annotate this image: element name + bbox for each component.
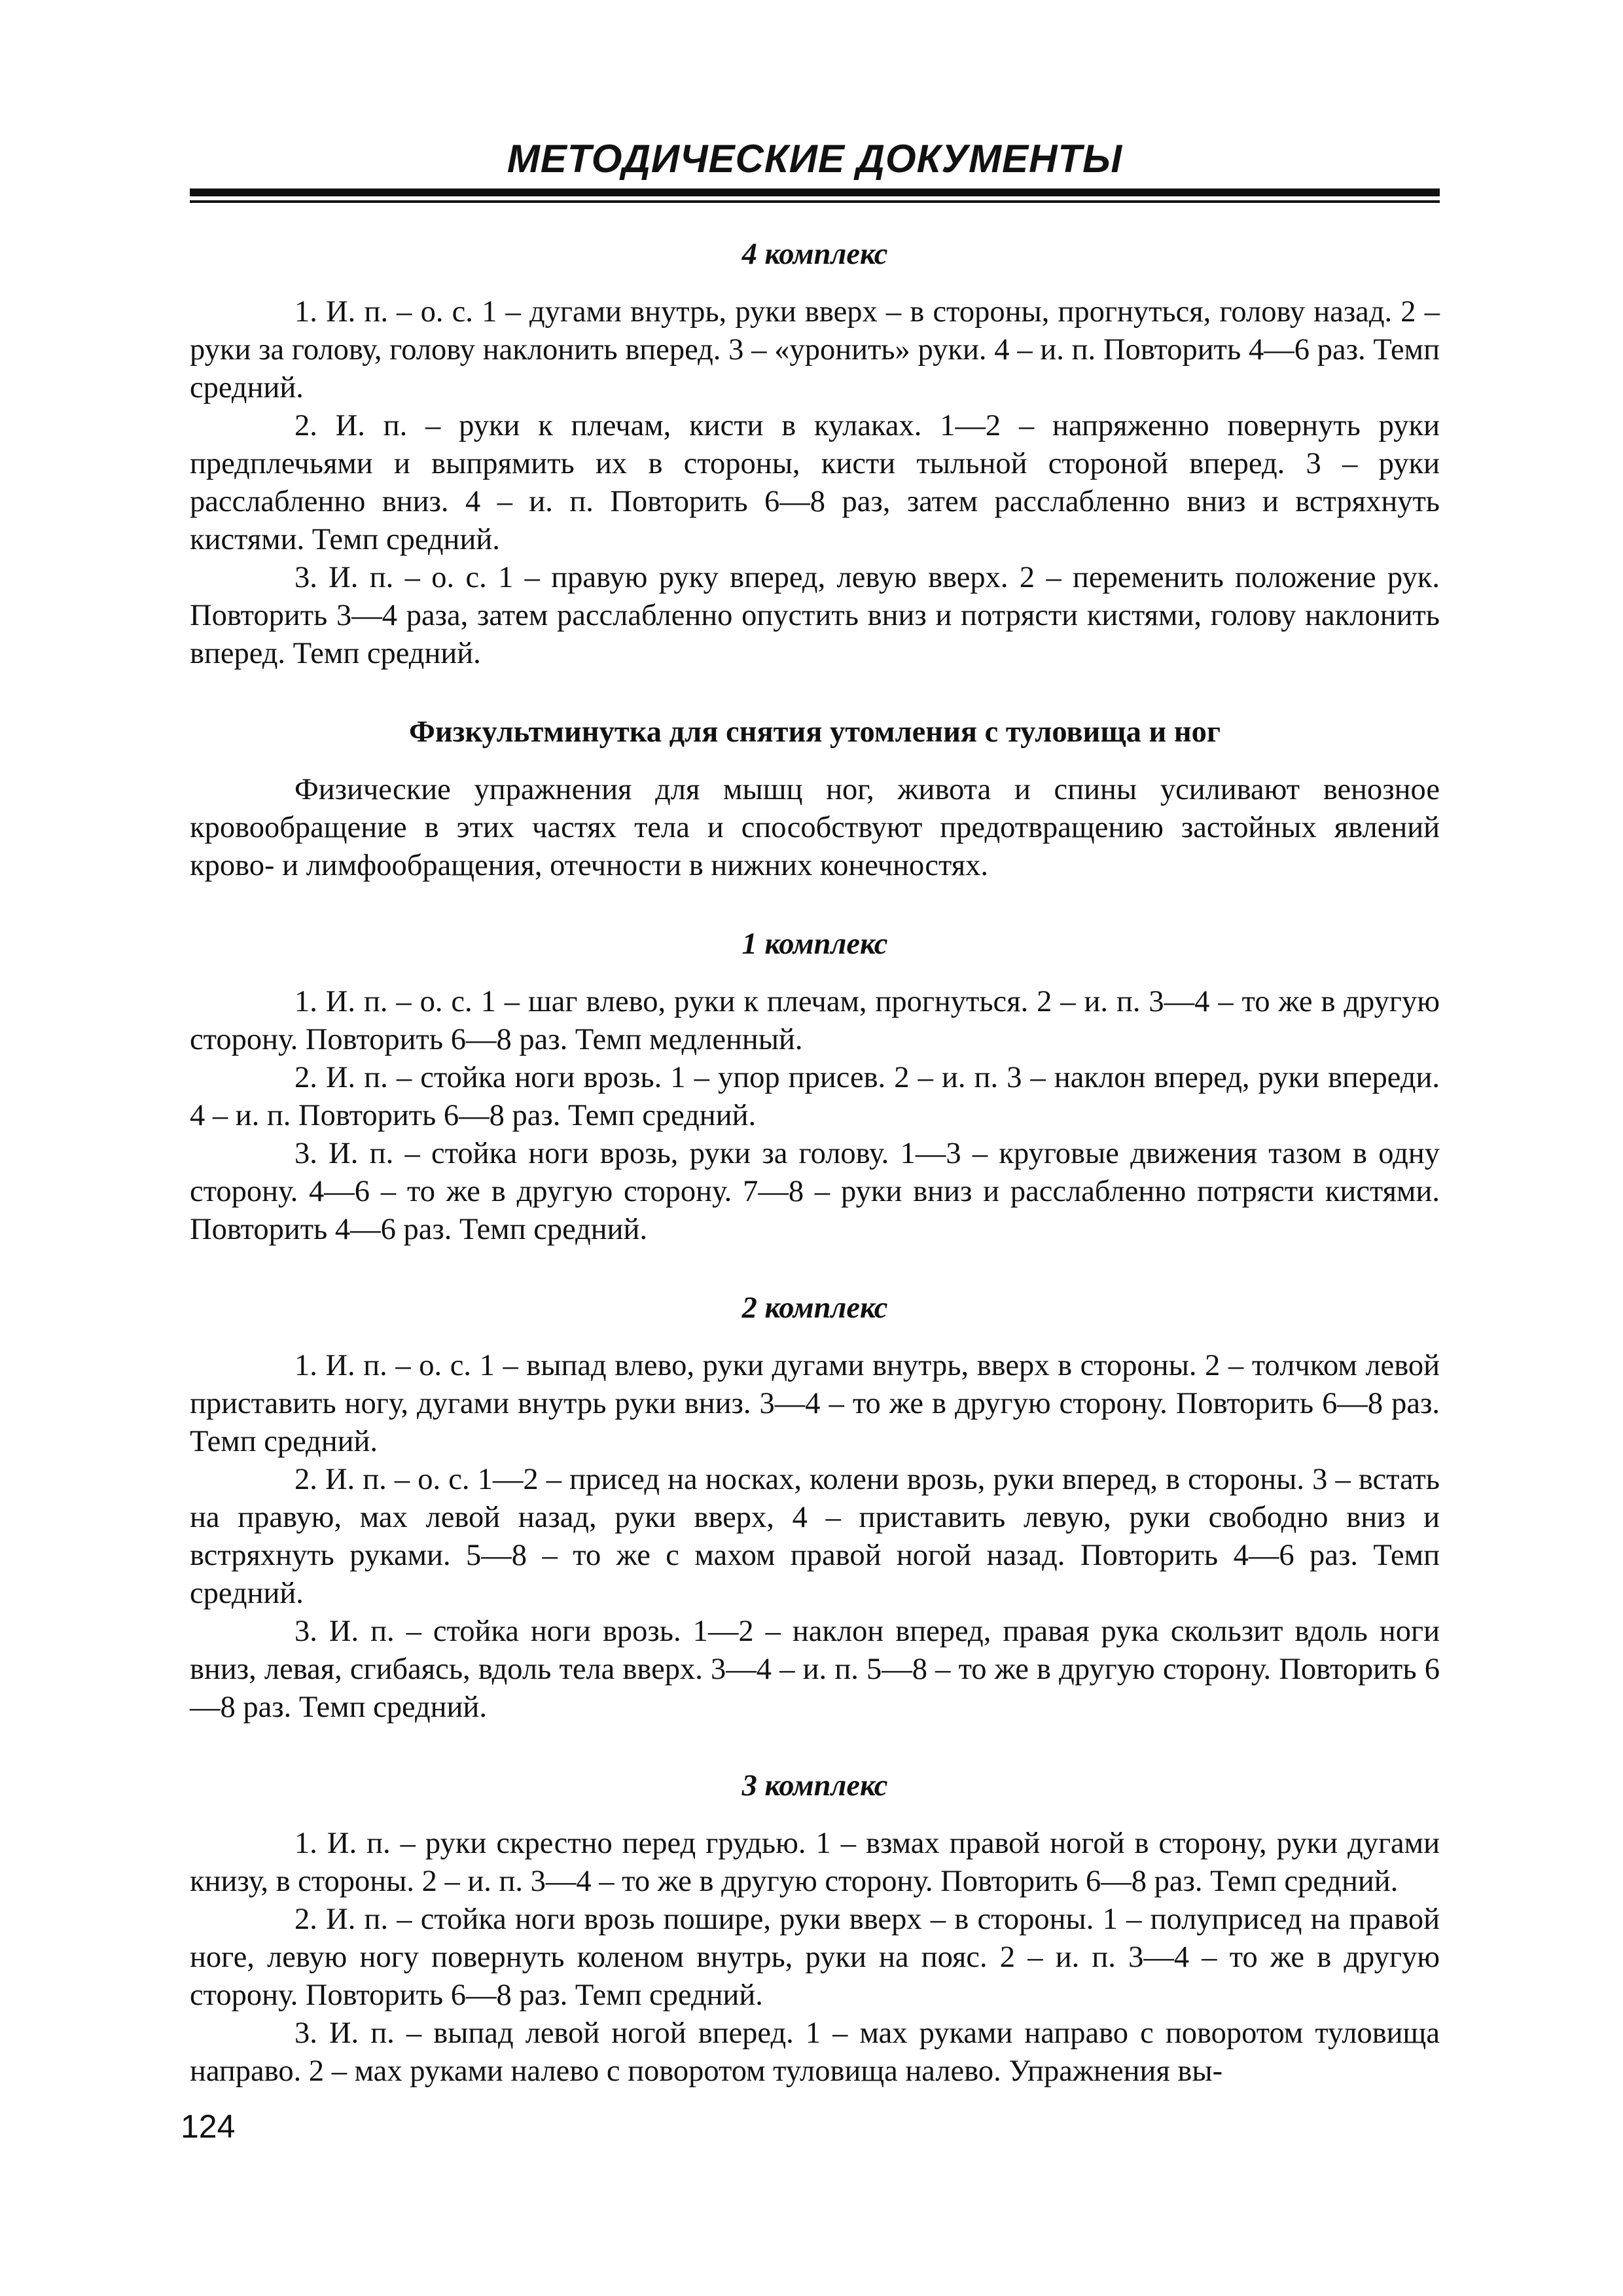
complex-3-title: 3 комплекс <box>741 1769 888 1803</box>
complex-1-item-1: 1. И. п. – о. с. 1 – шаг влево, руки к плечам, прогнуться. 2 – и. п. 3—4 – то же в другую сторону. Повторить 6—8 раз. Темп медленный. <box>190 985 1440 1056</box>
header-rule <box>190 188 1440 196</box>
page-number: 124 <box>181 2108 236 2145</box>
complex-4-item-2: 2. И. п. – руки к плечам, кисти в кулаках. 1—2 – напряженно повернуть руки предплечьями и выпрямить их в стороны, кисти тыльной стороной вперед. 3 – руки расслабленно вниз. 4 – и. п. Повторить 6—8 раз, затем расслабленно вниз и встряхнуть кистями. Темп средний. <box>190 409 1440 556</box>
complex-1-item-2: 2. И. п. – стойка ноги врозь. 1 – упор присев. 2 – и. п. 3 – наклон вперед, руки впереди. 4 – и. п. Повторить 6—8 раз. Темп средний. <box>190 1061 1440 1132</box>
complex-3-item-3: 3. И. п. – выпад левой ногой вперед. 1 – мах руками направо с поворотом туловища направо. 2 – мах руками налево с поворотом туловища налево. Упражнения вы- <box>190 2017 1440 2088</box>
complex-2-item-1: 1. И. п. – о. с. 1 – выпад влево, руки дугами внутрь, вверх в стороны. 2 – толчком левой приставить ногу, дугами внутрь руки вниз. 3—4 – то же в другую сторону. Повторить 6—8 раз. Темп средний. <box>190 1349 1440 1458</box>
complex-3-item-2: 2. И. п. – стойка ноги врозь пошире, руки вверх – в стороны. 1 – полуприсед на правой ноге, левую ногу повернуть коленом внутрь, руки на пояс. 2 – и. п. 3—4 – то же в другую сторону. Повторить 6—8 раз. Темп средний. <box>190 1903 1440 2012</box>
complex-2-title: 2 комплекс <box>741 1291 888 1325</box>
complex-1-title: 1 комплекс <box>741 927 888 961</box>
page-body <box>190 236 1440 2090</box>
complex-2-item-3: 3. И. п. – стойка ноги врозь. 1—2 – наклон вперед, правая рука скользит вдоль ноги вниз, левая, сгибаясь, вдоль тела вверх. 3—4 – и. п. 5—8 – то же в другую сторону. Повторить 6—8 раз. Темп средний. <box>190 1615 1440 1724</box>
complex-3-item-1: 1. И. п. – руки скрестно перед грудью. 1 – взмах правой ногой в сторону, руки дугами книзу, в стороны. 2 – и. п. 3—4 – то же в другую сторону. Повторить 6—8 раз. Темп средний. <box>190 1827 1440 1898</box>
section-intro: Физические упражнения для мышц ног, живота и спины усиливают венозное кровообращение в этих частях тела и способствуют предотвращению застойных явлений крово- и лимфообращения, отечности в нижних конечностях. <box>190 773 1440 882</box>
complex-4-title: 4 комплекс <box>741 238 888 271</box>
header-rule-thin <box>190 200 1440 203</box>
page-header-title: МЕТОДИЧЕСКИЕ ДОКУМЕНТЫ <box>507 137 1123 181</box>
section-title: Физкультминутка для снятия утомления с туловища и ног <box>408 715 1221 749</box>
complex-2-item-2: 2. И. п. – о. с. 1—2 – присед на носках, колени врозь, руки вперед, в стороны. 3 – встать на правую, мах левой назад, руки вверх, 4 – приставить левую, руки свободно вниз и встряхнуть руками. 5—8 – то же с махом правой ногой назад. Повторить 4—6 раз. Темп средний. <box>190 1463 1440 1610</box>
complex-4-item-1: 1. И. п. – о. с. 1 – дугами внутрь, руки вверх – в стороны, прогнуться, голову назад. 2 – руки за голову, голову наклонить вперед. 3 – «уронить» руки. 4 – и. п. Повторить 4—6 раз. Темп средний. <box>190 295 1440 404</box>
complex-1-item-3: 3. И. п. – стойка ноги врозь, руки за голову. 1—3 – круговые движения тазом в одну сторону. 4—6 – то же в другую сторону. 7—8 – руки вниз и расслабленно потрясти кистями. Повторить 4—6 раз. Темп средний. <box>190 1137 1440 1246</box>
complex-4-item-3: 3. И. п. – о. с. 1 – правую руку вперед, левую вверх. 2 – переменить положение рук. Повторить 3—4 раза, затем расслабленно опустить вниз и потрясти кистями, голову наклонить вперед. Темп средний. <box>190 561 1440 670</box>
